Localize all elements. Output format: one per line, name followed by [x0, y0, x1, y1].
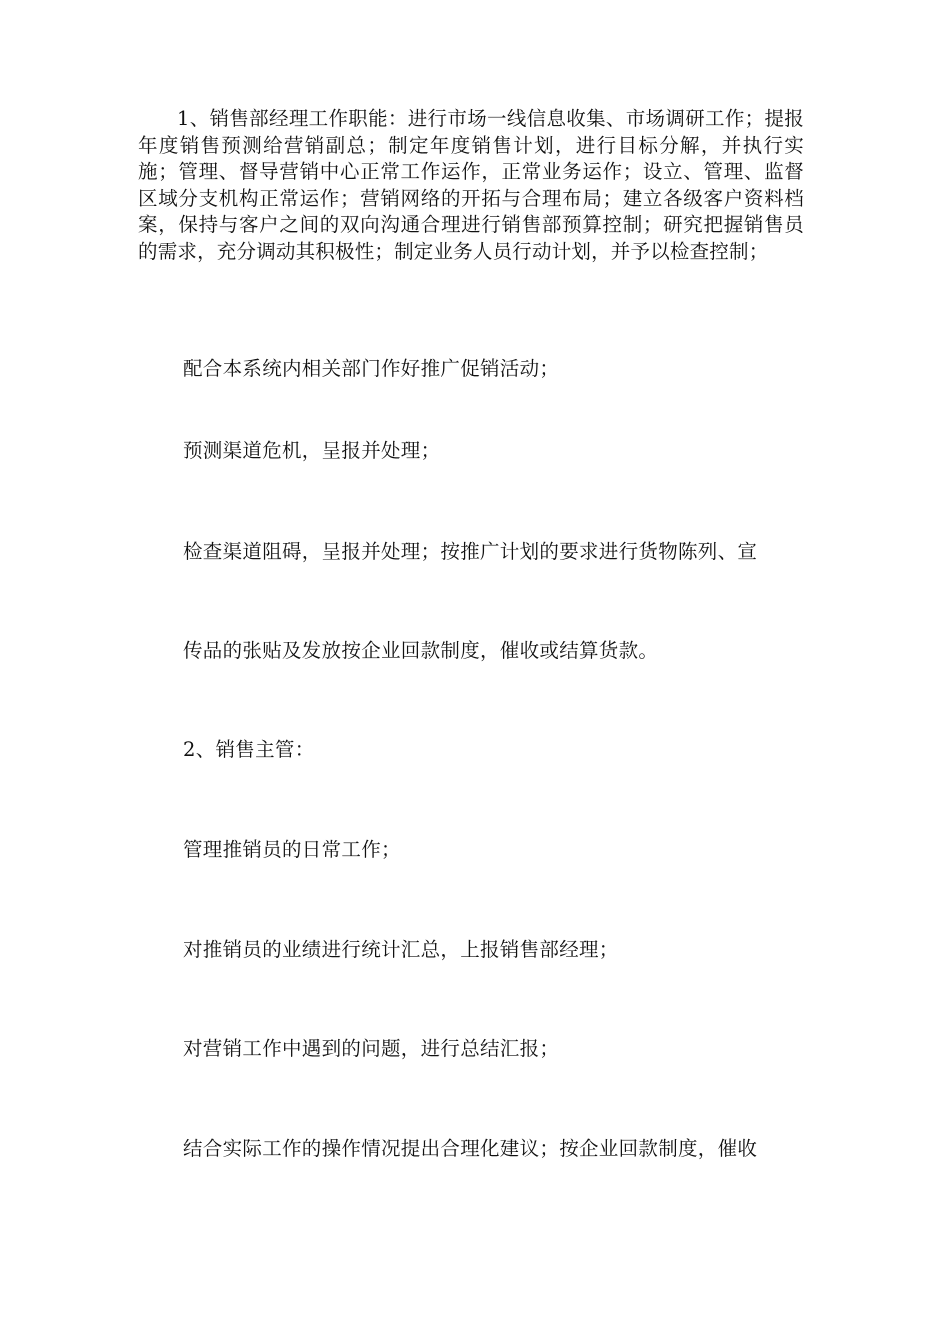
text-line-manage-daily: 管理推销员的日常工作； — [183, 838, 401, 861]
text-line-channel-obstacle: 检查渠道阻碍，呈报并处理；按推广计划的要求进行货物陈列、宣 — [183, 540, 758, 563]
text-line-collection: 传品的张贴及发放按企业回款制度，催收或结算货款。 — [183, 639, 659, 662]
text-line-suggestions: 结合实际工作的操作情况提出合理化建议；按企业回款制度，催收 — [183, 1137, 758, 1160]
text-line-promotion: 配合本系统内相关部门作好推广促销活动； — [183, 357, 560, 380]
text-line-performance-summary: 对推销员的业绩进行统计汇总，上报销售部经理； — [183, 938, 619, 961]
text-line-channel-crisis: 预测渠道危机，呈报并处理； — [183, 439, 441, 462]
text-line-problem-report: 对营销工作中遇到的问题，进行总结汇报； — [183, 1037, 560, 1060]
section-1-paragraph: 1、销售部经理工作职能：进行市场一线信息收集、市场调研工作；提报年度销售预测给营销副总；制定年度销售计划，进行目标分解，并执行实施；管理、督导营销中心正常工作运作，正常业务运作；设立、管理、监督区域分支机构正常运作；营销网络的开拓与合理布局；建立各级客户资料档案，保持与客户之间的双向沟通合理进行销售部预算控制；研究把握销售员的需求，充分调动其积极性；制定业务人员行动计划，并予以检查控制； — [138, 107, 804, 263]
section-2-heading: 2、销售主管： — [183, 738, 315, 761]
